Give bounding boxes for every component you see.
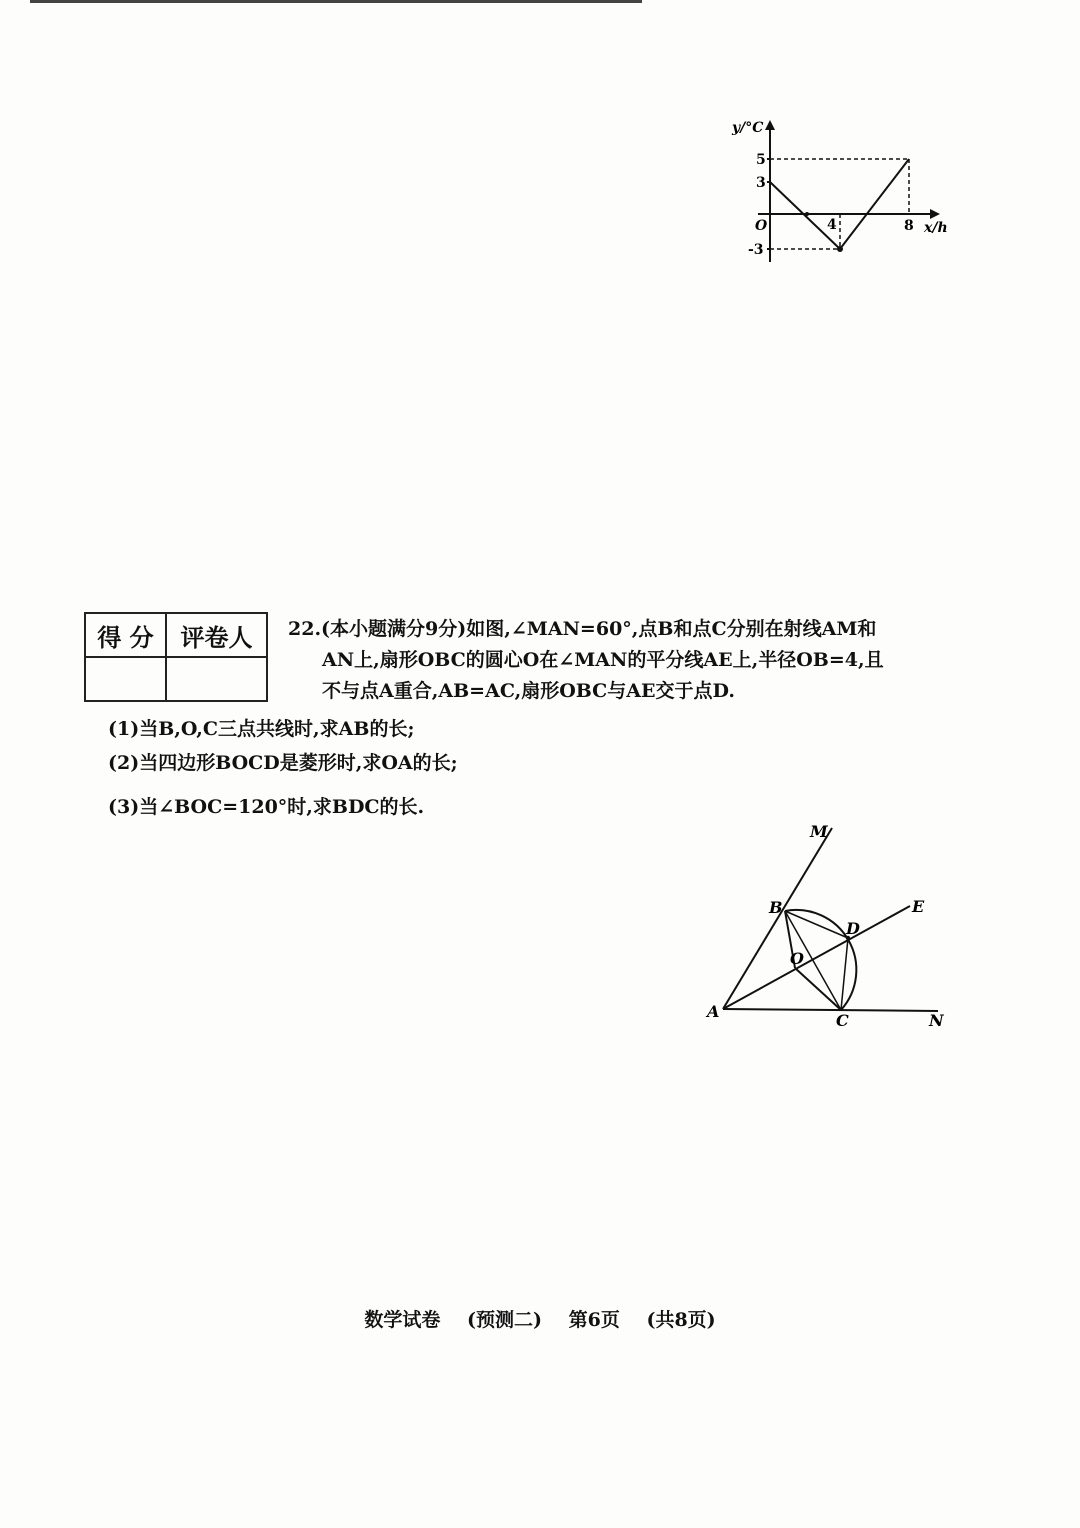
intro-line-2: AN上,扇形OBC的圆心O在∠MAN的平分线AE上,半径OB=4,且 <box>322 649 884 671</box>
sub-question-2: (2)当四边形BOCD是菱形时,求OA的长; <box>108 752 458 774</box>
label-N: N <box>929 1011 944 1030</box>
page-footer <box>0 1305 1080 1332</box>
grader-header: 评卷人 <box>166 613 267 657</box>
y-axis-label: y/°C <box>732 120 764 136</box>
label-E: E <box>912 897 925 916</box>
min-point <box>837 246 843 252</box>
geometry-figure <box>700 818 960 1038</box>
y-tick-3: 3 <box>756 175 766 191</box>
question-22-intro <box>288 614 968 707</box>
segment-OC <box>795 968 841 1010</box>
score-header: 得 分 <box>85 613 166 657</box>
label-C: C <box>836 1011 849 1030</box>
x-tick-4: 4 <box>827 217 837 233</box>
sub-question-1: (1)当B,O,C三点共线时,求AB的长; <box>108 718 415 740</box>
footer-title: 数学试卷 <box>364 1309 441 1331</box>
x-axis-label: x/h <box>924 220 948 236</box>
segment-BD <box>785 911 848 938</box>
ray-AE <box>723 906 910 1009</box>
intro-line-1: 22.(本小题满分9分)如图,∠MAN=60°,点B和点C分别在射线AM和 <box>288 618 877 640</box>
score-cell <box>85 657 166 701</box>
y-axis-arrow <box>765 120 775 130</box>
x-axis-arrow <box>930 209 940 219</box>
sub-question-3: (3)当∠BOC=120°时,求BDC的长. <box>108 796 425 818</box>
grader-cell <box>166 657 267 701</box>
temperature-graph <box>718 112 958 272</box>
label-M: M <box>810 822 828 841</box>
label-O: O <box>790 949 804 968</box>
score-table <box>84 612 268 702</box>
x-tick-8: 8 <box>904 218 914 234</box>
x-intercept-1 <box>805 212 809 216</box>
footer-edition: (预测二) <box>466 1309 542 1331</box>
label-D: D <box>846 919 860 938</box>
ray-AM <box>723 828 832 1009</box>
label-B: B <box>769 898 783 917</box>
origin-label: O <box>755 218 768 234</box>
ray-AN <box>723 1009 938 1011</box>
footer-total: (共8页) <box>646 1309 716 1331</box>
segment-DC <box>841 938 848 1010</box>
y-tick-neg3: -3 <box>748 242 764 258</box>
footer-page: 第6页 <box>568 1309 620 1331</box>
page-top-rule <box>30 0 642 3</box>
intro-line-3: 不与点A重合,AB=AC,扇形OBC与AE交于点D. <box>322 680 735 702</box>
label-A: A <box>707 1002 720 1021</box>
y-tick-5: 5 <box>756 152 766 168</box>
